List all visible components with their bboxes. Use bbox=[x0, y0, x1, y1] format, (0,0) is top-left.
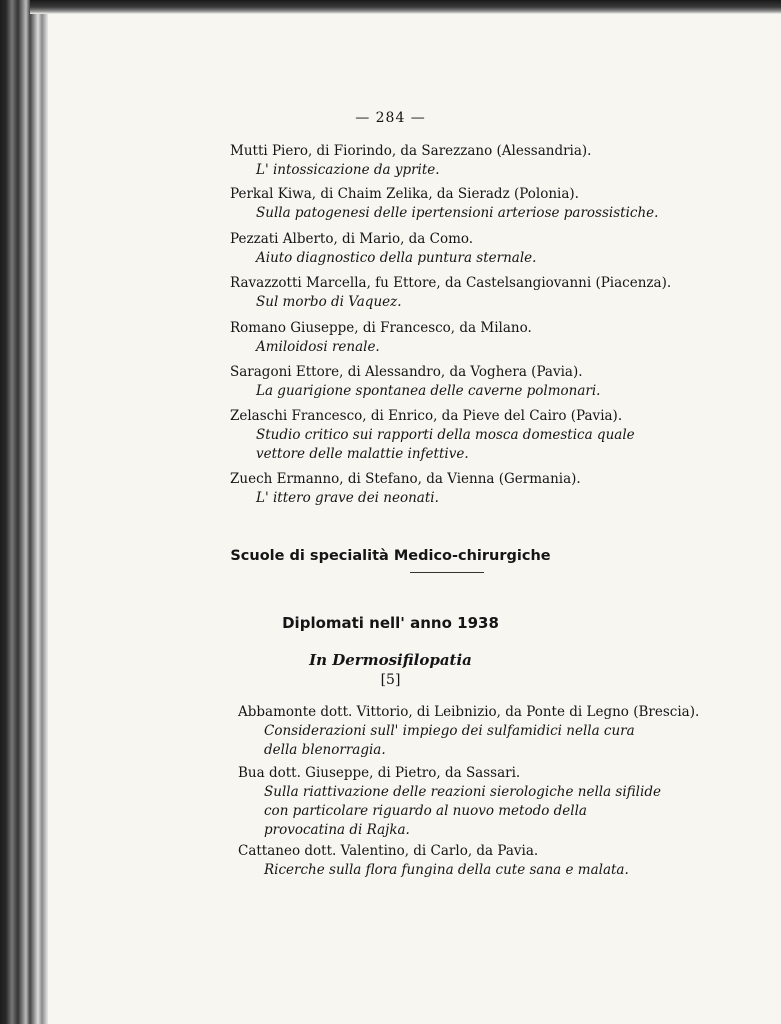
thesis-title: Considerazioni sull' impiego dei sulfamidici nella cura della blenorragia. bbox=[264, 723, 635, 758]
thesis-title: La guarigione spontanea delle caverne polmonari. bbox=[256, 383, 601, 399]
list-item bbox=[230, 470, 700, 508]
list-item bbox=[230, 319, 700, 357]
thesis-title: L' ittero grave dei neonati. bbox=[256, 490, 439, 506]
scan-binding-edge bbox=[0, 0, 48, 1024]
list-item bbox=[230, 142, 700, 180]
specialty-count: [5] bbox=[380, 672, 401, 688]
list-item bbox=[230, 185, 700, 223]
subsection-title: Diplomati nell' anno 1938 bbox=[282, 614, 499, 632]
thesis-title: Sulla patogenesi delle ipertensioni arteriose parossistiche. bbox=[256, 205, 659, 221]
thesis-title: Ricerche sulla flora fungina della cute sana e malata. bbox=[264, 862, 629, 878]
list-item bbox=[238, 842, 668, 880]
page-number: — 284 — bbox=[355, 110, 426, 126]
thesis-title: Aiuto diagnostico della puntura sternale. bbox=[256, 250, 537, 266]
graduate-name: Saragoni Ettore, di Alessandro, da Voghera (Pavia). bbox=[230, 364, 583, 380]
thesis-title: Sulla riattivazione delle reazioni sierologiche nella sifilide con particolare riguardo al nuovo metodo della provocatina di Rajka. bbox=[264, 784, 661, 838]
graduate-name: Perkal Kiwa, di Chaim Zelika, da Sieradz (Polonia). bbox=[230, 186, 579, 202]
graduate-name: Ravazzotti Marcella, fu Ettore, da Castelsangiovanni (Piacenza). bbox=[230, 275, 672, 291]
thesis-title: Amiloidosi renale. bbox=[256, 339, 380, 355]
specialty-title: In Dermosifilopatia bbox=[309, 651, 472, 669]
section-title: Scuole di specialità Medico-chirurgiche bbox=[230, 548, 551, 564]
list-item bbox=[230, 230, 700, 268]
graduate-name: Cattaneo dott. Valentino, di Carlo, da Pavia. bbox=[238, 843, 539, 859]
scan-top-edge bbox=[30, 0, 781, 14]
graduate-name: Pezzati Alberto, di Mario, da Como. bbox=[230, 231, 474, 247]
graduate-name: Abbamonte dott. Vittorio, di Leibnizio, da Ponte di Legno (Brescia). bbox=[238, 704, 700, 720]
section-divider bbox=[410, 572, 484, 573]
graduate-name: Bua dott. Giuseppe, di Pietro, da Sassari. bbox=[238, 765, 521, 781]
list-item bbox=[238, 764, 668, 840]
list-item bbox=[230, 407, 670, 464]
graduate-name: Zelaschi Francesco, di Enrico, da Pieve del Cairo (Pavia). bbox=[230, 408, 623, 424]
graduate-name: Mutti Piero, di Fiorindo, da Sarezzano (Alessandria). bbox=[230, 143, 592, 159]
graduate-name: Romano Giuseppe, di Francesco, da Milano. bbox=[230, 320, 532, 336]
thesis-title: L' intossicazione da yprite. bbox=[256, 162, 440, 178]
graduate-name: Zuech Ermanno, di Stefano, da Vienna (Germania). bbox=[230, 471, 581, 487]
thesis-title: Studio critico sui rapporti della mosca domestica quale vettore delle malattie infettive. bbox=[256, 427, 635, 462]
list-item bbox=[238, 703, 700, 760]
thesis-title: Sul morbo di Vaquez. bbox=[256, 294, 402, 310]
list-item bbox=[230, 363, 700, 401]
list-item bbox=[230, 274, 700, 312]
